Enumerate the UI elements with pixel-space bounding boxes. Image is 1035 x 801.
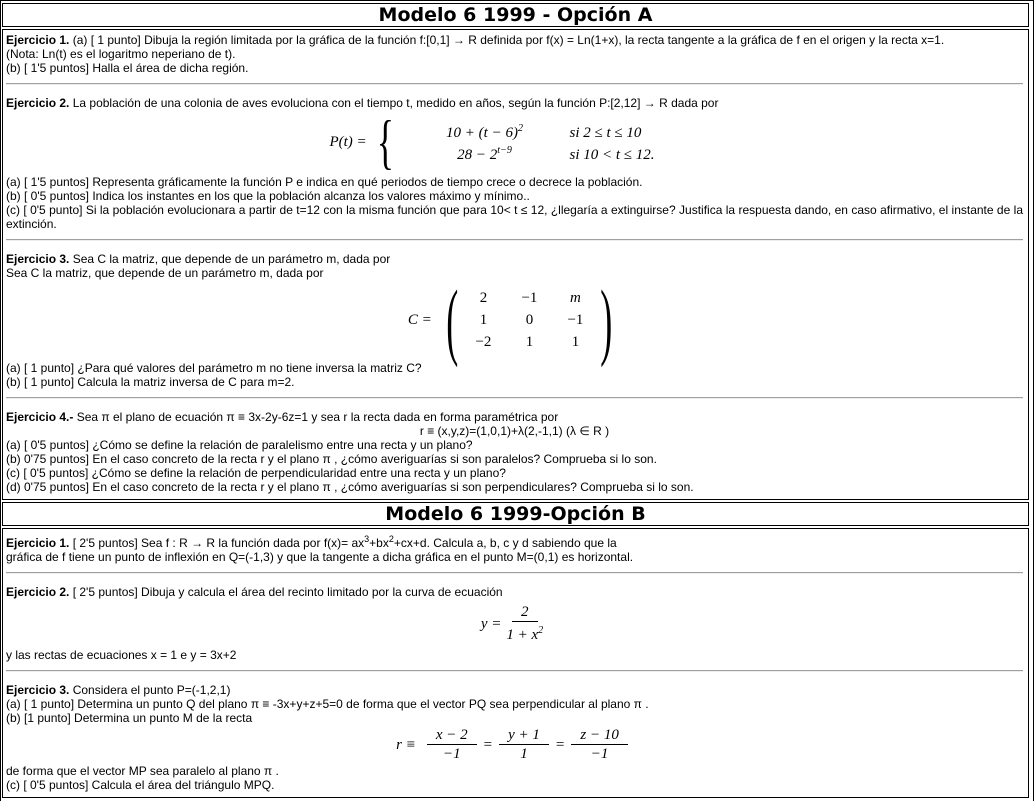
exercise-a2-statement <box>6 96 1023 110</box>
section-a-title: Modelo 6 1999 - Opción A <box>378 4 653 26</box>
section-b-header <box>2 502 1029 526</box>
piecewise-function-formula <box>6 109 1023 175</box>
exercise-a3-statement <box>6 252 1023 266</box>
exercise-b3-label: Ejercicio 3. <box>6 683 70 697</box>
equals-sign: = <box>555 736 565 753</box>
fraction-numerator: 2 <box>512 605 538 622</box>
piecewise-condition: si 10 < t ≤ 12. <box>569 147 655 163</box>
line-equation-formula <box>6 728 1023 761</box>
section-b-title: Modelo 6 1999-Opción B <box>385 503 646 525</box>
matrix-cell: m <box>570 290 581 306</box>
exercise-a4-item-a: (a) [ 0'5 puntos] ¿Cómo se define la relación de paralelismo entre una recta y un plano? <box>6 438 473 452</box>
separator <box>6 83 1023 85</box>
separator <box>6 670 1023 672</box>
exercise-a1-item-b: (b) [ 1'5 puntos] Halla el área de dicha región. <box>6 61 249 75</box>
fraction-numerator: z − 10 <box>571 728 627 745</box>
exercise-a2 <box>6 96 1023 231</box>
matrix-cell: −1 <box>567 312 584 328</box>
exercise-b2-label: Ejercicio 2. <box>6 585 70 599</box>
section-a-header <box>2 3 1029 27</box>
matrix-grid <box>460 287 598 353</box>
curve-equation-formula <box>6 605 1023 642</box>
exercise-b3-tail: de forma que el vector MP sea paralelo al plano π . <box>6 764 279 778</box>
exercise-a3-intro-repeat: Sea C la matriz, que depende de un parámetro m, dada por <box>6 266 324 280</box>
exercise-b2 <box>6 585 1023 662</box>
exercise-b3-intro: Considera el punto P=(-1,2,1) <box>69 683 231 697</box>
fraction <box>499 728 549 761</box>
exercise-a4 <box>6 410 1023 494</box>
exercise-b2-statement <box>6 585 1023 599</box>
exercise-a4-item-b: (b) 0'75 puntos] En el caso concreto de la recta r y el plano π , ¿cómo averiguarías si son paralelos? Comprueba si lo son. <box>6 452 657 466</box>
exercise-b3-item-a: (a) [ 1 punto] Determina un punto Q del plano π ≡ -3x+y+z+5=0 de forma que el vector PQ sea perpendicular al plano π . <box>6 697 649 711</box>
exercise-b1-statement-line2: gráfica de f tiene un punto de inflexión en Q=(-1,3) y que la tangente a dicha gráfica en el punto M=(0,1) es horizontal. <box>6 550 634 564</box>
exercise-b3-statement <box>6 683 1023 697</box>
fraction-denominator: 1 <box>520 746 528 762</box>
formula-lhs: r ≡ <box>396 736 416 753</box>
piecewise-expr: $28 - 2^{t-9}$ <box>457 145 512 163</box>
matrix-cell: 1 <box>479 312 488 328</box>
matrix-lhs: C = <box>407 312 432 328</box>
exercise-b1-label: Ejercicio 1. <box>6 536 70 550</box>
exercise-a2-label: Ejercicio 2. <box>6 96 70 110</box>
piecewise-row <box>400 122 700 140</box>
fraction <box>571 728 627 761</box>
piecewise-rows <box>400 122 700 162</box>
exercise-a1 <box>6 33 1023 75</box>
fraction <box>506 605 543 642</box>
exponent: 2 <box>517 123 523 134</box>
exercise-a3 <box>6 252 1023 389</box>
exercise-a2-item-b: (b) [ 0'5 puntos] Indica los instantes en los que la población alcanza los valores máximo y mínimo.. <box>6 189 530 203</box>
exercise-a4-label: Ejercicio 4.- <box>6 410 74 424</box>
matrix-cell: 1 <box>571 334 580 350</box>
exercise-a1-body: (a) [ 1 punto] Dibuja la región limitada por la gráfica de la función f:[0,1] → R definida por f(x) = Ln(1+x), la recta tangente a la gráfica de f en el origen y la recta x=1. <box>69 33 945 47</box>
exercise-b3-item-b: (b) [1 punto] Determina un punto M de la recta <box>6 711 253 725</box>
fraction-denominator: $1 + x^2$ <box>506 625 544 643</box>
separator <box>6 397 1023 399</box>
equals-sign: = <box>483 736 493 753</box>
exercise-a3-item-a: (a) [ 1 punto] ¿Para qué valores del parámetro m no tiene inversa la matriz C? <box>6 361 422 375</box>
exercise-a4-item-c: (c) [ 0'5 puntos] ¿Cómo se define la relación de perpendicularidad entre una recta y un plano? <box>6 466 506 480</box>
exercise-a1-statement <box>6 33 1023 47</box>
piecewise-condition: si 2 ≤ t ≤ 10 <box>569 125 642 141</box>
exponent: t−9 <box>497 145 512 156</box>
exercise-b3 <box>6 683 1023 792</box>
exercise-b3-item-c: (c) [ 0'5 puntos] Calcula el área del triángulo MPQ. <box>6 778 275 792</box>
exercise-b1-statement: Ejercicio 1. [ 2'5 puntos] Sea f : R → R la función dada por $f(x)= ax^3+bx^2+cx+d$. Calcula a, b, c y d sabiendo que la <box>6 534 617 550</box>
matrix-cell: −1 <box>521 290 538 306</box>
exercise-a3-item-b: (b) [ 1 punto] Calcula la matriz inversa de C para m=2. <box>6 375 295 389</box>
section-b-content <box>2 528 1029 798</box>
matrix-cell: −2 <box>475 334 492 350</box>
fraction-numerator: x − 2 <box>427 728 477 745</box>
section-a-content <box>2 29 1029 500</box>
formula-lhs: y = <box>480 615 502 632</box>
exercise-a4-statement <box>6 410 1023 424</box>
exercise-a4-intro: Sea π el plano de ecuación π ≡ 3x-2y-6z=1 y sea r la recta dada en forma paramétrica por <box>73 410 559 424</box>
fraction <box>427 728 477 761</box>
fraction-denominator: −1 <box>442 746 461 762</box>
exercise-b1 <box>6 532 1023 564</box>
piecewise-expr: $10 + (t - 6)^2$ <box>446 123 523 141</box>
exercise-a2-item-c: (c) [ 0'5 punto] Si la población evolucionara a partir de t=12 con la misma función que para 10< t ≤ 12, ¿llegaría a extinguirse? Justifica la respuesta dando, en caso afirmativo, el instante de la extinción. <box>6 203 1023 231</box>
exercise-a1-label: Ejercicio 1. <box>6 33 70 47</box>
separator <box>6 239 1023 241</box>
left-brace-glyph: { <box>376 109 394 175</box>
exercise-b2-tail: y las rectas de ecuaciones x = 1 e y = 3x+2 <box>6 648 237 662</box>
exponent: 2 <box>388 534 394 544</box>
separator <box>6 572 1023 574</box>
fraction-denominator: −1 <box>590 746 609 762</box>
piecewise-row <box>400 144 700 162</box>
exponent: 2 <box>538 625 544 636</box>
exercise-b2-intro: [ 2'5 puntos] Dibuja y calcula el área del recinto limitado por la curva de ecuación <box>69 585 503 599</box>
formula-lhs: P(t) = <box>329 134 367 150</box>
matrix-cell: 1 <box>525 334 534 350</box>
parametric-line-formula: r ≡ (x,y,z)=(1,0,1)+λ(2,-1,1) (λ ∈ R ) <box>419 424 610 438</box>
matrix-cell: 0 <box>525 312 534 328</box>
exercise-a2-intro: La población de una colonia de aves evoluciona con el tiempo t, medido en años, según la función P:[2,12] → R dada por <box>69 96 719 110</box>
matrix-cell: 2 <box>479 290 488 306</box>
left-paren-glyph: ( <box>446 272 459 368</box>
fraction-numerator: y + 1 <box>499 728 549 745</box>
exercise-a2-item-a: (a) [ 1'5 puntos] Representa gráficamente la función P e indica en qué periodos de tiempo crece o decrece la población. <box>6 175 643 189</box>
exponent: 3 <box>364 534 370 544</box>
right-paren-glyph: ) <box>600 272 613 368</box>
exercise-a3-label: Ejercicio 3. <box>6 252 70 266</box>
exercise-a3-intro: Sea C la matriz, que depende de un parámetro m, dada por <box>69 252 391 266</box>
exercise-a4-item-d: (d) 0'75 puntos] En el caso concreto de la recta r y el plano π , ¿cómo averiguarías si son perpendiculares? Comprueba si lo son. <box>6 480 694 494</box>
exercise-a1-note: (Nota: Ln(t) es el logaritmo neperiano de t). <box>6 47 236 61</box>
